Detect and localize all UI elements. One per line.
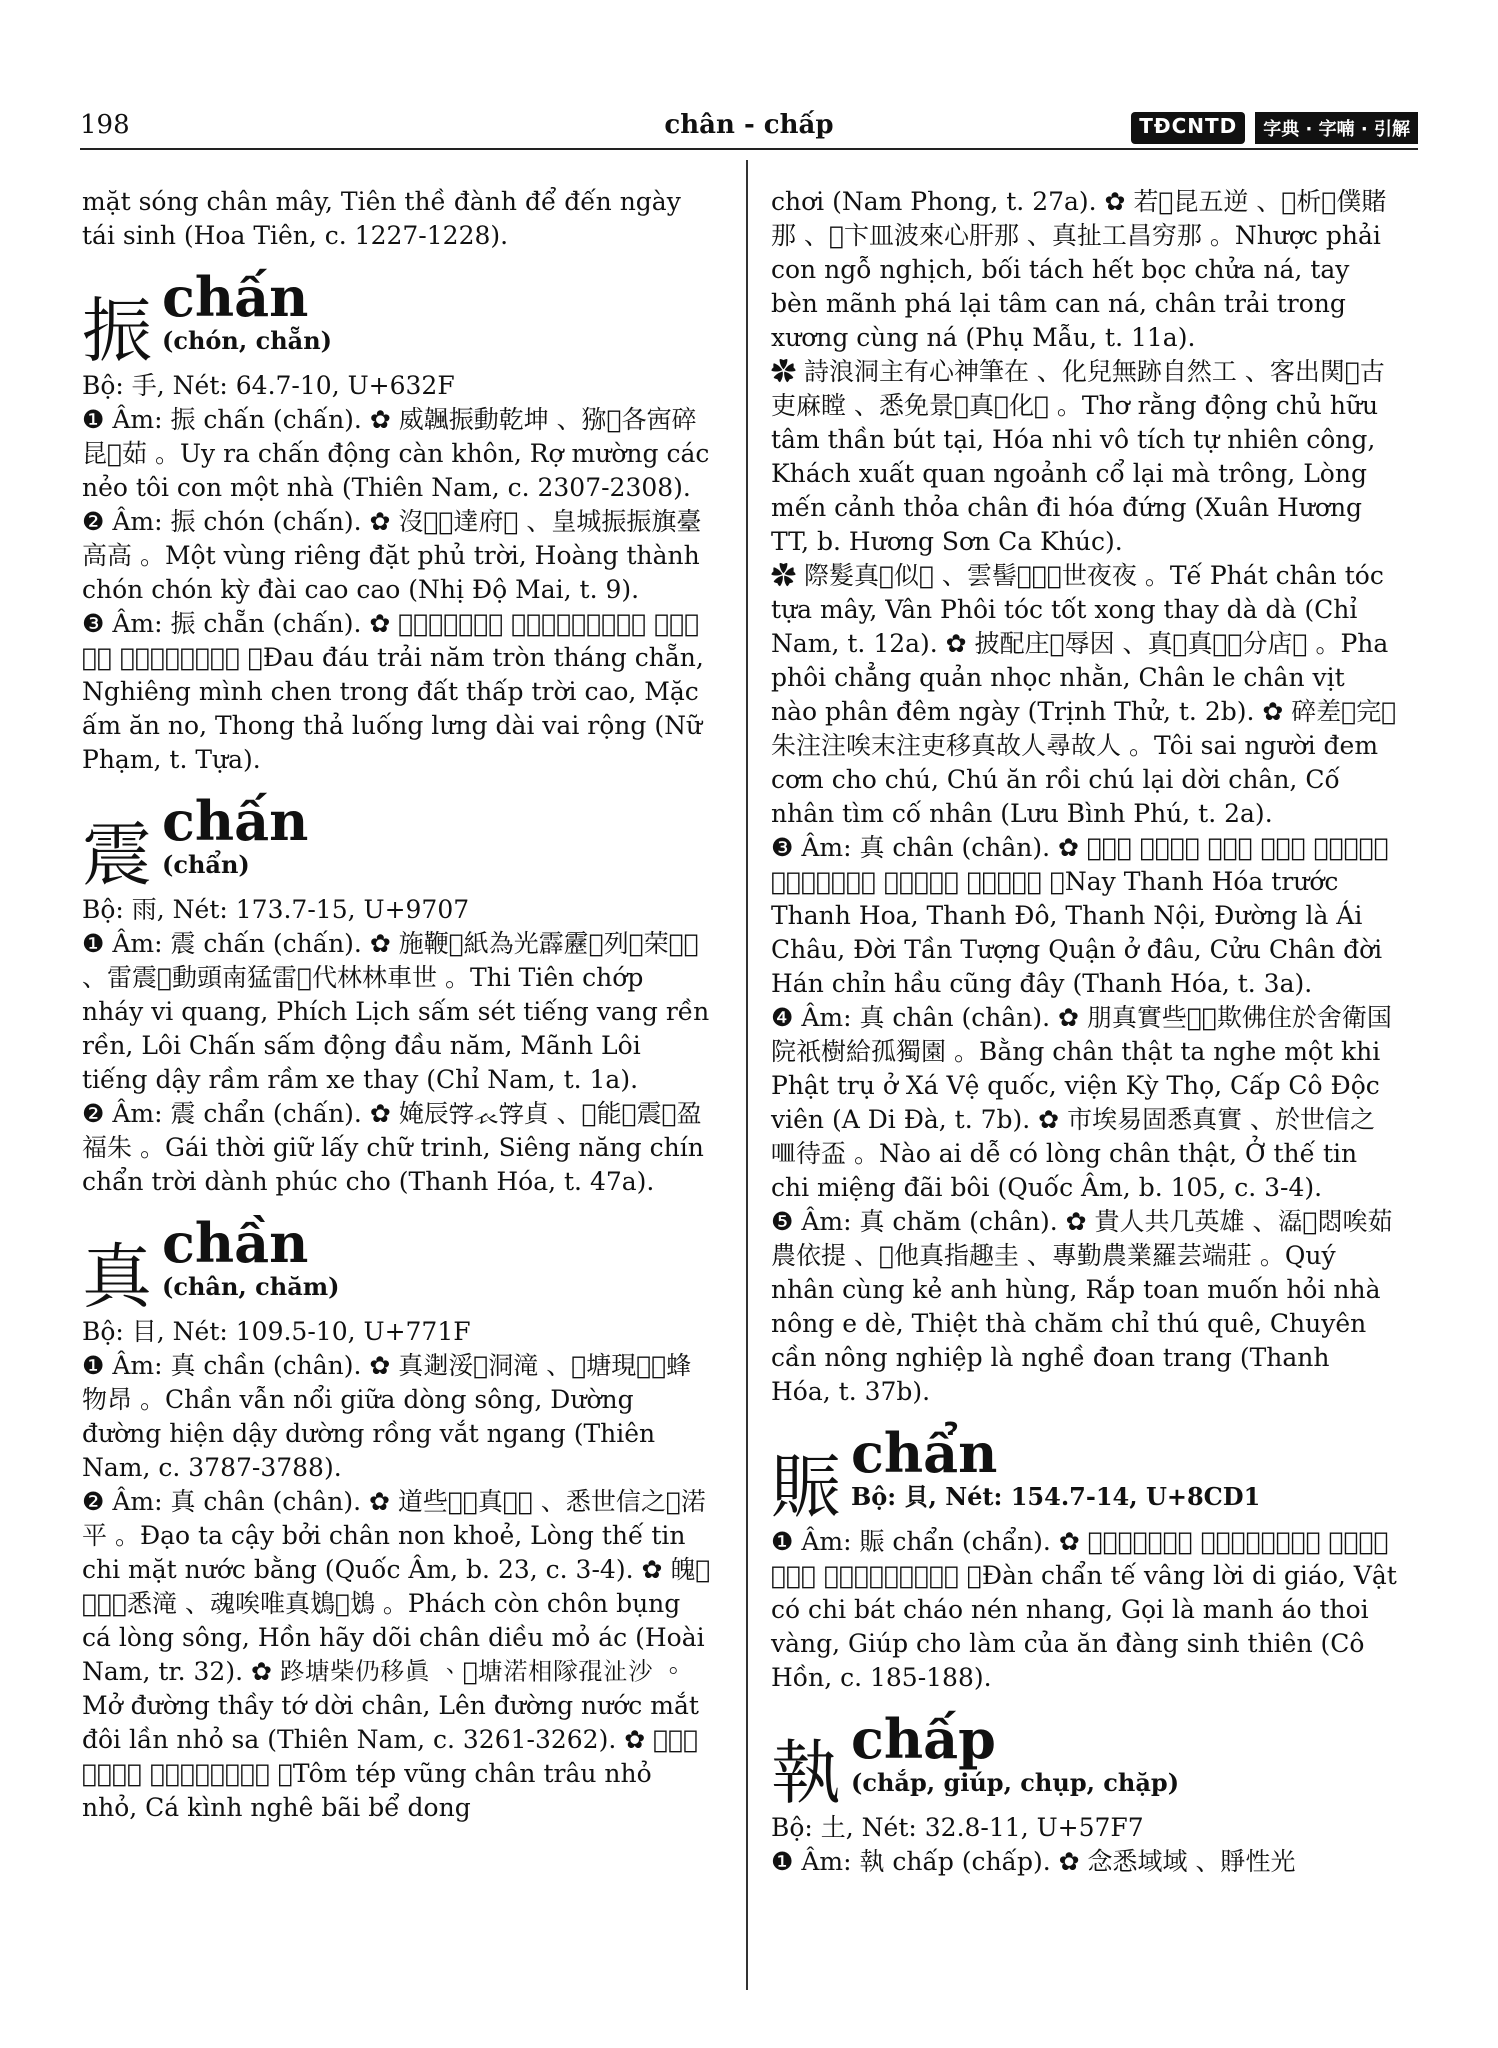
entry-variants: (chẩn): [162, 850, 250, 879]
entry-paragraph: Bộ: 目, Nét: 109.5-10, U+771F: [82, 1317, 471, 1346]
entry-paragraph: ✿ 詩浪洞主有心神筆在 、化兒無跡自然工 、客出関𢷁古吏麻瞠 、悉免景𨀈真𢬭化𨁚 。Thơ rằng động chủ hữu tâm thần bút tại, Hóa nhi vô tích tự nhiên công, Khách xuất quan ngoảnh cổ lại mà trông, Lòng mến cảnh thỏa chân đi hóa đứng (Xuân Hương TT, b. Hương Sơn Ca Khúc).: [771, 357, 1385, 556]
entry-heading: [82, 1211, 712, 1318]
left-column: [82, 185, 712, 1825]
entry-paragraph: ❶ Âm: 振 chấn (chấn). ✿ 威𩘚振動乾坤 、猕𦬑各𡧳碎昆𠢞茹 。Uy ra chấn động càn khôn, Rợ mường các nẻo tôi con một nhà (Thiên Nam, c. 2307-2308).: [82, 405, 710, 502]
entry-heading: [82, 789, 712, 896]
entry-paragraph: ❷ Âm: 真 chân (chân). ✿ 道些𢚸𢬣真𡎝𡍥 、悉世信之𩈘渃平 。Đạo ta cậy bởi chân non khoẻ, Lòng thế tin chi mặt nước bằng (Quốc Âm, b. 23, c. 3-4). ✿ 魄𡶀𡓋𦟹𩵜悉滝 、魂唉唯真𩾷𠸗𩾷 。Phách còn chôn bụng cá lòng sông, Hồn hãy dõi chân diều mỏ ác (Hoài Nam, tr. 32). ✿ 𨀐塘柴仍移真 、𨖅塘渃相隊𡥵沚沙 。Mở đường thầy tớ dời chân, Lên đường nước mắt đôi lần nhỏ sa (Thiên Nam, c. 3261-3262). ✿ 𩵜𩶬𣴜真𨁡𩙌𩙌 、𠃣𩶬𩶬𡓋𣳔容制 。Tôm tép vũng chân trâu nhỏ nhỏ, Cá kình nghê bãi bể dong: [82, 1487, 711, 1822]
entry-variants: (chắp, giúp, chụp, chặp): [851, 1768, 1180, 1797]
entry-character: 真: [82, 1236, 152, 1318]
entry-headword: chấn: [162, 265, 309, 329]
entry-heading: [771, 1421, 1397, 1528]
entry-paragraph: ❹ Âm: 真 chân (chân). ✿ 朋真實些𦖑𠬠欺佛住於舍衛国院祇樹給孤獨園 。Bằng chân thật ta nghe một khi Phật trụ ở Xá Vệ quốc, viện Kỳ Thọ, Cấp Cô Độc viên (A Di Đà, t. 7b). ✿ 市埃易固悉真實 、於世信之𠰘待盃 。Nào ai dễ có lòng chân thật, Ở thế tin chi miệng đãi bôi (Quốc Âm, b. 105, c. 3-4).: [771, 1003, 1392, 1202]
entry-paragraph: ❸ Âm: 振 chẵn (chấn). ✿ 𠺙𠺙𥉫𩵜𩶬𦟐振 、迎𨉓𡈘𩊛坦𣾺𡶀高 、𪓝𦵛喡𩛂 、通𠀲𧋆𦘃𩛂𩠽𥽌 。Đau đáu trải năm tròn tháng chẵn, Nghiêng mình chen trong đất thấp trời cao, Mặc ấm ăn no, Thong thả luống lưng dài vai rộng (Nữ Phạm, t. Tựa).: [82, 609, 704, 774]
entry-paragraph: ❶ Âm: 震 chấn (chấn). ✿ 施鞭𤈜紙為光霹靂𩂟列𠰘荣𤈜𤈜 、雷震𩂟動頭南猛雷𠰘代林林車世 。Thi Tiên chớp nháy vi quang, Phích Lịch sấm sét tiếng vang rền rền, Lôi Chấn sấm động đầu năm, Mãnh Lôi tiếng dậy rầm rầm xe thay (Chỉ Nam, t. 1a).: [82, 929, 710, 1094]
page-number: 198: [80, 110, 130, 140]
entry-headword: chần: [162, 1211, 309, 1275]
tdcntd-logo: TĐCNTD: [1131, 112, 1245, 144]
right-column: [771, 185, 1397, 1879]
column-divider: [746, 160, 748, 1990]
entry-paragraph: chơi (Nam Phong, t. 27a). ✿ 若𣷷昆五逆 、𢯦析𢪀僕賭那 、𠼤卞皿波來心肝那 、真扯工昌穷那 。Nhược phải con ngỗ nghịch, bối tách hết bọc chửa ná, tay bèn mãnh phá lại tâm can ná, chân trải trong xương cùng ná (Phụ Mẫu, t. 11a).: [771, 187, 1387, 352]
entry-character: 賑: [771, 1446, 841, 1528]
entry-paragraph: ❶ Âm: 賑 chẩn (chẩn). ✿ 𢮪賑濟咿唒遺教 、物固之鉢粥𦺓香 、噲𡗶萌襖梭鐄 、𢴾朱夕貼唉塘生天 。Đàn chẩn tế vâng lời di giáo, Vật có chi bát cháo nén nhang, Gọi là manh áo thoi vàng, Giúp cho làm của ăn đàng sinh thiên (Cô Hồn, c. 185-188).: [771, 1527, 1397, 1692]
guide-words: chân - chấp: [664, 110, 834, 140]
entry-paragraph: ✿ 際髮真𩯀似𤁕 、雲髻𩯀𡍚𢪀世夜夜 。Tế Phát chân tóc tựa mây, Vân Phôi tóc tốt xong thay dà dà (Chỉ Nam, t. 12a). ✿ 披配庄𠳒辱因 、真𩿠真𧼋𢂞分店𣅶 。Pha phôi chẳng quản nhọc nhằn, Chân le chân vịt nào phân đêm ngày (Trịnh Thử, t. 2b). ✿ 碎差𩛂完𧏵朱注注唉末注吏移真故人尋故人 。Tôi sai người đem cơm cho chú, Chú ăn rồi chú lại dời chân, Cố nhân tìm cố nhân (Lưu Bình Phú, t. 2a).: [771, 561, 1397, 828]
entry-paragraph: ❶ Âm: 真 chần (chân). ✿ 真𨔈浽𥪝洞滝 、𡓁塘現𨁪𡓁蜂物昂 。Chần vẫn nổi giữa dòng sông, Dường đường hiện dậy dường rồng vắt ngang (Thiên Nam, c. 3787-3788).: [82, 1351, 692, 1482]
entry-paragraph: ❶ Âm: 執 chấp (chấp). ✿ 念悉域域 、𧶄性光: [771, 1847, 1296, 1876]
entry-paragraph: Bộ: 手, Nét: 64.7-10, U+632F: [82, 371, 455, 400]
entry-variants: (chân, chăm): [162, 1272, 340, 1301]
entry-headword: chẩn: [851, 1421, 998, 1485]
entry-headword: chấp: [851, 1707, 996, 1771]
entry-paragraph: ❷ Âm: 振 chón (chấn). ✿ 沒𡎝𡐙達府𡶀 、皇城振振旗臺高高 。Một vùng riêng đặt phủ trời, Hoàng thành chón chón kỳ đài cao cao (Nhị Độ Mai, t. 9).: [82, 507, 702, 604]
page-header: [80, 108, 1418, 150]
entry-character: 震: [82, 814, 152, 896]
entry-paragraph: mặt sóng chân mây, Tiên thề đành để đến ngày tái sinh (Hoa Tiên, c. 1227-1228).: [82, 187, 681, 250]
entry-paragraph: ❷ Âm: 震 chẩn (chấn). ✿ 㛪辰𡨸𧘇𡨸貞 、𢹣能𢪀震𡶀盈福朱 。Gái thời giữ lấy chữ trinh, Siêng năng chín chẩn trời dành phúc cho (Thanh Hóa, t. 47a).: [82, 1099, 704, 1196]
dictionary-logo: 字典 ∙ 字喃 ∙ 引解: [1255, 112, 1418, 144]
entry-headword: chấn: [162, 789, 309, 853]
entry-paragraph: ❸ Âm: 真 chân (chân). ✿ 𠅎清化 、𦛿清花 、清都 、清內 、唐羅愛州 、𦋦秦象郡於𡀮 、九真𦋦漢 、参𠊛拱低 。Nay Thanh Hóa trước Thanh Hoa, Thanh Đô, Thanh Nội, Đường là Ái Châu, Đời Tần Tượng Quận ở đâu, Cửu Chân đời Hán chỉn hầu cũng đây (Thanh Hóa, t. 3a).: [771, 833, 1389, 998]
brand-logos: [1131, 112, 1418, 144]
entry-character: 執: [771, 1732, 841, 1814]
entry-paragraph: ❺ Âm: 真 chăm (chân). ✿ 貴人共几英雄 、𤂬𨢟悶唉茹農依提 、𡧲他真指趣圭 、專勤農業羅芸端莊 。Quý nhân cùng kẻ anh hùng, Rắp toan muốn hỏi nhà nông e dè, Thiệt thà chăm chỉ thú quê, Chuyên cần nông nghiệp là nghề đoan trang (Thanh Hóa, t. 37b).: [771, 1207, 1393, 1406]
entry-heading: [771, 1707, 1397, 1814]
entry-paragraph: Bộ: 雨, Nét: 173.7-15, U+9707: [82, 895, 470, 924]
entry-variants: (chón, chẵn): [162, 326, 333, 355]
entry-paragraph: Bộ: 土, Nét: 32.8-11, U+57F7: [771, 1813, 1144, 1842]
entry-character: 振: [82, 290, 152, 372]
entry-heading: [82, 265, 712, 372]
entry-variants: Bộ: 貝, Nét: 154.7-14, U+8CD1: [851, 1482, 1261, 1511]
